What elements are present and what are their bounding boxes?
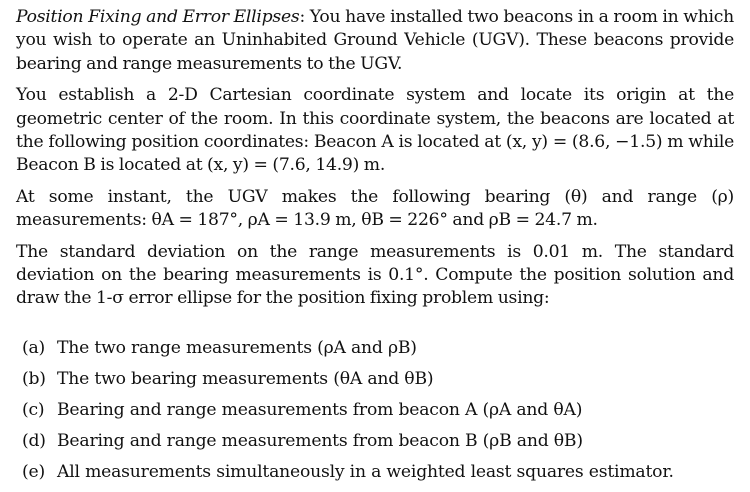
list-item (22, 461, 734, 484)
list-text: The two range measurements (ρA and ρB) (57, 337, 417, 358)
list-marker: (a) (22, 337, 46, 358)
coordinates-paragraph: You establish a 2-D Cartesian coordinate system and locate its origin at the geometric center of the room. In this coordinate system, the beacons are located at the following position coordinates: Beacon A is located at (x, y) = (8.6, −1.5) m while Beacon B is located at (x, y) = (7.6, 14.9) m. (16, 85, 734, 176)
list-text: Bearing and range measurements from beacon B (ρB and θB) (57, 430, 583, 451)
list-marker: (c) (22, 399, 45, 420)
list-marker: (e) (22, 461, 45, 482)
intro-text: : You have installed two beacons in a room in which you wish to operate an Uninhabited Ground Vehicle (UGV). These beacons provide bearing and range measurements to the UGV. (16, 7, 735, 74)
section-gap (16, 319, 734, 337)
list-item (22, 368, 734, 391)
intro-paragraph (16, 6, 734, 76)
list-item (22, 337, 734, 360)
parts-list (16, 337, 734, 484)
problem-title: Position Fixing and Error Ellipses (16, 7, 300, 27)
list-text: Bearing and range measurements from beacon A (ρA and θA) (57, 399, 583, 420)
list-marker: (d) (22, 430, 46, 451)
list-marker: (b) (22, 368, 46, 389)
list-text: The two bearing measurements (θA and θB) (57, 368, 434, 389)
measurements-paragraph: At some instant, the UGV makes the following bearing (θ) and range (ρ) measurements: θA = 187°, ρA = 13.9 m, θB = 226° and ρB = 24.7 m. (16, 186, 734, 231)
list-item (22, 399, 734, 422)
list-text: All measurements simultaneously in a weighted least squares estimator. (57, 461, 674, 482)
list-item (22, 430, 734, 453)
noise-paragraph: The standard deviation on the range measurements is 0.01 m. The standard deviation on the bearing measurements is 0.1°. Compute the position solution and draw the 1-σ error ellipse for the position fixing problem using: (16, 241, 734, 309)
